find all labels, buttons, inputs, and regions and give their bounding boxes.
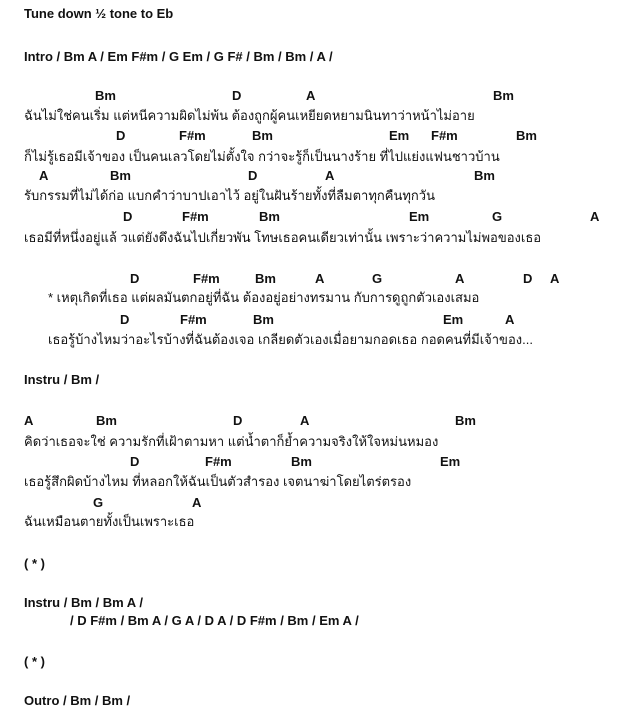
chord: Bm [474, 168, 495, 183]
lyric-line: เธอรู้บ้างไหมว่าอะไรบ้างที่ฉันต้องเจอ เกลียดตัวเองเมื่อยามกอดเธอ กอดคนที่มีเจ้าของ... [48, 332, 533, 347]
chord-line [0, 454, 620, 470]
chord: A [455, 271, 465, 286]
lyric-line: ก็ไม่รู้เธอมีเจ้าของ เป็นคนเลวโดยไม่ตั้งใจ กว่าจะรู้ก็เป็นนางร้าย ที่ไปแย่งแฟนชาวบ้าน [24, 149, 500, 164]
chord: G [93, 495, 104, 510]
chord: A [325, 168, 335, 183]
chord: A [505, 312, 515, 327]
chord: Bm [96, 413, 117, 428]
chord: F#m [431, 128, 458, 143]
chord: G [492, 209, 503, 224]
outro-line: Outro / Bm / Bm / [24, 693, 131, 708]
chord: D [523, 271, 533, 286]
chord: A [590, 209, 600, 224]
lyric-line: ฉันไม่ใช่คนเริ่ม แต่หนีความผิดไม่พ้น ต้องถูกผู้คนเหยียดหยามนินทาว่าหน้าไม่อาย [24, 108, 475, 123]
chord-line [0, 168, 620, 184]
chord: F#m [180, 312, 207, 327]
chord-line [0, 271, 620, 287]
chord-line [0, 88, 620, 104]
chord: Bm [253, 312, 274, 327]
chord: Bm [110, 168, 131, 183]
chord: F#m [193, 271, 220, 286]
chord-line [0, 209, 620, 225]
chord: Em [440, 454, 461, 469]
chord: A [39, 168, 49, 183]
lyric-line: * เหตุเกิดที่เธอ แต่ผลมันตกอยู่ที่ฉัน ต้องอยู่อย่างทรมาน กับการดูถูกตัวเองเสมอ [48, 290, 480, 305]
chord: Bm [516, 128, 537, 143]
lyric-line: ฉันเหมือนตายทั้งเป็นเพราะเธอ [24, 514, 195, 529]
chord: A [24, 413, 34, 428]
chord-line [0, 495, 620, 511]
instru-line: Instru / Bm / [24, 372, 100, 387]
chord: F#m [205, 454, 232, 469]
chord: A [300, 413, 310, 428]
chord: D [248, 168, 258, 183]
lyric-line: เธอรู้สึกผิดบ้างไหม ที่หลอกให้ฉันเป็นตัวสำรอง เจตนาฆ่าโดยไตร่ตรอง [24, 474, 412, 489]
chorus-repeat: ( * ) [24, 556, 45, 571]
chord: Em [409, 209, 430, 224]
instru-line: / D F#m / Bm A / G A / D A / D F#m / Bm / Em A / [70, 613, 359, 628]
lyric-line: เธอมีที่หนึ่งอยู่แล้ วแต่ยังดึงฉันไปเกี่ยวพัน โทษเธอคนเดียวเท่านั้น เพราะว่าความไม่พอของเธอ [24, 230, 542, 245]
chord: Em [443, 312, 464, 327]
instru-line: Instru / Bm / Bm A / [24, 595, 143, 610]
lyric-line: คิดว่าเธอจะใช่ ความรักที่เฝ้าตามหา แต่น้ำตาก็ย้ำความจริงให้ใจหม่นหมอง [24, 434, 439, 449]
chord: Bm [455, 413, 476, 428]
chord: A [306, 88, 316, 103]
chord: A [550, 271, 560, 286]
chord: G [372, 271, 383, 286]
tuning-title: Tune down ½ tone to Eb [24, 6, 174, 21]
chorus-repeat: ( * ) [24, 654, 45, 669]
chord: A [315, 271, 325, 286]
chord-line [0, 128, 620, 144]
chord: Bm [255, 271, 276, 286]
chord: Bm [493, 88, 514, 103]
chord: Bm [95, 88, 116, 103]
chord: D [232, 88, 242, 103]
chord-line [0, 312, 620, 328]
chord: D [130, 271, 140, 286]
chord: F#m [179, 128, 206, 143]
intro-line: Intro / Bm A / Em F#m / G Em / G F# / Bm / Bm / A / [24, 49, 333, 64]
chord: D [116, 128, 126, 143]
chord-line [0, 413, 620, 429]
chord: D [120, 312, 130, 327]
chord: Bm [252, 128, 273, 143]
chord: Bm [291, 454, 312, 469]
chord: D [233, 413, 243, 428]
lyric-line: รับกรรมที่ไม่ได้ก่อ แบกคำว่าบาปเอาไว้ อยู่ในฝันร้ายทั้งที่ลืมตาทุกคืนทุกวัน [24, 188, 435, 203]
chord: Bm [259, 209, 280, 224]
chord: F#m [182, 209, 209, 224]
chord: D [123, 209, 133, 224]
chord: A [192, 495, 202, 510]
chord: D [130, 454, 140, 469]
chord: Em [389, 128, 410, 143]
